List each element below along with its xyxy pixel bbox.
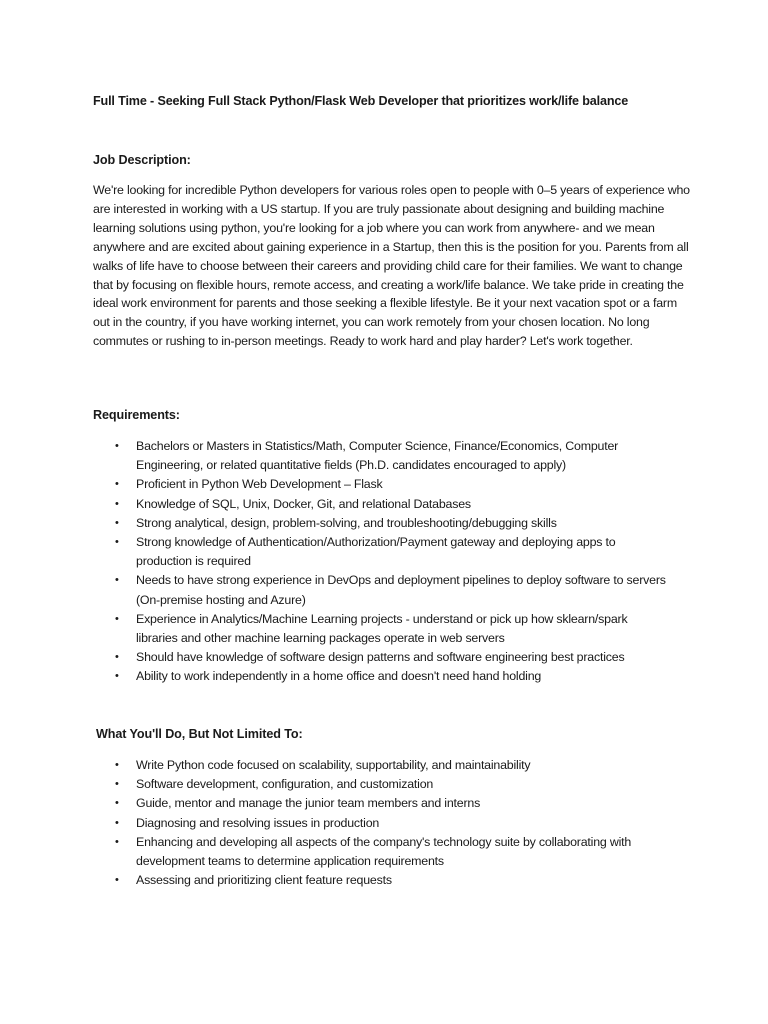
list-item-text: Ability to work independently in a home office and doesn't need hand holding — [136, 669, 542, 684]
what-youll-do-list — [0, 756, 666, 890]
list-item — [0, 533, 666, 571]
bullet-icon: • — [115, 778, 119, 791]
list-item — [0, 648, 666, 667]
job-description-heading: Job Description: — [93, 153, 191, 167]
list-item — [0, 495, 666, 514]
list-item-text: Write Python code focused on scalability, supportability, and maintainability — [136, 758, 531, 772]
requirements-heading: Requirements: — [93, 408, 180, 422]
bullet-icon: • — [115, 651, 119, 664]
list-item-text: Experience in Analytics/Machine Learning projects - understand or pick up how sklearn/spark libraries and other machine learning packages operate in web servers — [136, 611, 628, 646]
list-item — [0, 756, 666, 775]
list-item — [0, 871, 666, 890]
bullet-icon: • — [115, 574, 119, 587]
bullet-icon: • — [115, 759, 119, 771]
list-item — [0, 610, 666, 648]
bullet-icon: • — [115, 670, 119, 683]
bullet-icon: • — [115, 835, 119, 848]
bullet-icon: • — [115, 536, 119, 549]
requirements-list — [0, 437, 666, 687]
bullet-icon: • — [115, 478, 119, 491]
what-youll-do-heading: What You'll Do, But Not Limited To: — [96, 727, 303, 741]
list-item-text: Software development, configuration, and customization — [136, 777, 434, 792]
bullet-icon: • — [115, 874, 119, 887]
list-item — [0, 571, 666, 609]
list-item — [0, 514, 666, 533]
list-item — [0, 833, 666, 871]
bullet-icon: • — [115, 612, 119, 625]
list-item-text: Assessing and prioritizing client feature requests — [136, 873, 392, 888]
list-item — [0, 475, 666, 494]
job-title: Full Time - Seeking Full Stack Python/Flask Web Developer that prioritizes work/life balance — [93, 94, 629, 108]
list-item — [0, 775, 666, 794]
bullet-icon: • — [115, 497, 119, 510]
bullet-icon: • — [115, 816, 119, 829]
list-item — [0, 667, 666, 686]
list-item-text: Strong knowledge of Authentication/Authorization/Payment gateway and deploying apps to production is required — [136, 535, 616, 569]
list-item — [0, 794, 666, 813]
list-item-text: Should have knowledge of software design patterns and software engineering best practices — [136, 650, 625, 665]
bullet-icon: • — [115, 440, 119, 452]
list-item-text: Bachelors or Masters in Statistics/Math, Computer Science, Finance/Economics, Computer Engineering, or related quantitative fields (Ph.D. candidates encouraged to apply) — [136, 439, 619, 473]
bullet-icon: • — [115, 797, 119, 810]
list-item-text: Diagnosing and resolving issues in production — [136, 815, 380, 830]
list-item-text: Strong analytical, design, problem-solving, and troubleshooting/debugging skills — [136, 515, 557, 530]
list-item — [0, 814, 666, 833]
list-item — [0, 437, 666, 475]
bullet-icon: • — [115, 516, 119, 529]
list-item-text: Guide, mentor and manage the junior team members and interns — [136, 796, 481, 811]
list-item-text: Enhancing and developing all aspects of the company's technology suite by collaborating with development teams to determine application requirements — [136, 834, 632, 869]
list-item-text: Needs to have strong experience in DevOps and deployment pipelines to deploy software to servers (On-premise hosting and Azure) — [136, 573, 666, 607]
list-item-text: Knowledge of SQL, Unix, Docker, Git, and relational Databases — [136, 496, 471, 511]
list-item-text: Proficient in Python Web Development – Flask — [136, 477, 383, 492]
job-description-text: We're looking for incredible Python developers for various roles open to people with 0–5 years of experience who are interested in working with a US startup. If you are truly passionate about designing and building machine learning solutions using python, you're looking for a job where you can work from anywhere- and we mean anywhere and are excited about gaining experience in a Startup, then this is the position for you. Parents from all walks of life have to choose between their careers and providing child care for their families. We want to change that by focusing on flexible hours, remote access, and creating a work/life balance. We take pride in creating the ideal work environment for parents and those seeking a flexible lifestyle. Be it your next vacation spot or a farm out in the country, if you have working internet, you can work remotely from your chosen location. No long commutes or rushing to in-person meetings. Ready to work hard and play harder? Let's work together. — [93, 183, 690, 349]
